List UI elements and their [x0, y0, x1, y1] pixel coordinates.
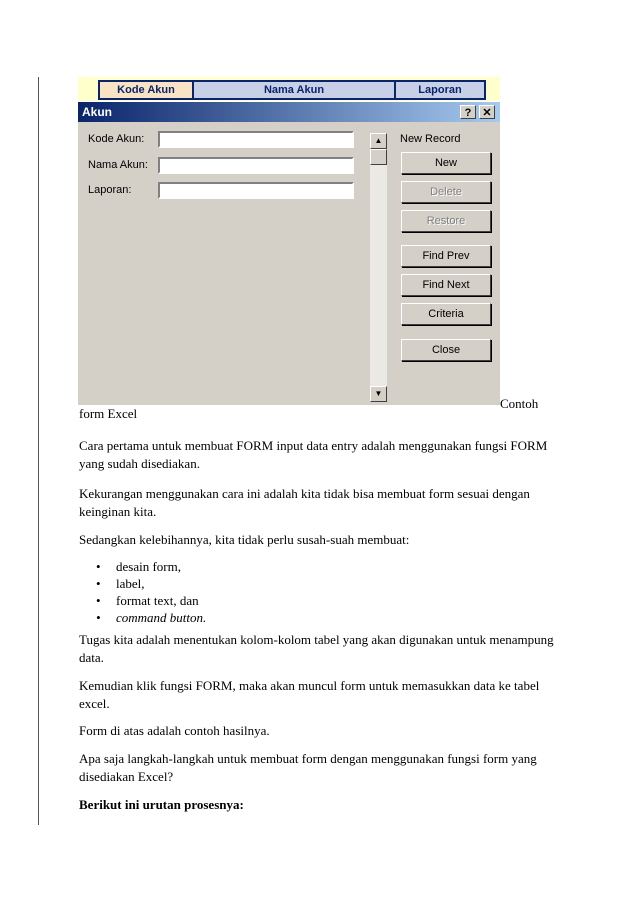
bullet-item: • command button.	[96, 609, 206, 626]
scroll-thumb[interactable]	[370, 149, 387, 165]
close-button[interactable]: Close	[401, 339, 491, 361]
record-status: New Record	[400, 133, 461, 145]
delete-button[interactable]: Delete	[401, 181, 491, 203]
kode-akun-input[interactable]	[158, 131, 354, 148]
header-laporan[interactable]: Laporan	[396, 82, 484, 98]
dialog-titlebar[interactable]	[78, 102, 500, 122]
sheet-header-bar	[98, 80, 486, 100]
bullet-item: • format text, dan	[96, 592, 206, 609]
bullet-item: • label,	[96, 575, 206, 592]
nama-akun-input[interactable]	[158, 157, 354, 174]
new-button[interactable]: New	[401, 152, 491, 174]
bullet-list	[96, 558, 206, 626]
caption-form-excel: form Excel	[79, 406, 138, 421]
restore-button[interactable]: Restore	[401, 210, 491, 232]
close-icon[interactable]: ✕	[479, 105, 495, 119]
label-laporan: Laporan:	[88, 184, 132, 196]
help-button[interactable]: ?	[460, 105, 476, 119]
paragraph-4: Tugas kita adalah menentukan kolom-kolom tabel yang akan digunakan untuk menampung data.	[79, 632, 554, 665]
caption-contoh: Contoh	[500, 396, 539, 411]
excel-form-screenshot	[78, 77, 500, 405]
paragraph-6: Form di atas adalah contoh hasilnya.	[79, 723, 270, 738]
scroll-down-icon[interactable]: ▼	[370, 386, 387, 402]
sheet-header-strip	[78, 77, 500, 103]
akun-dialog	[78, 101, 500, 405]
page-margin-line	[38, 77, 39, 825]
header-kode-akun[interactable]: Kode Akun	[100, 82, 192, 98]
paragraph-3: Sedangkan kelebihannya, kita tidak perlu susah-suah membuat:	[79, 532, 410, 547]
bullet-item: • desain form,	[96, 558, 206, 575]
paragraph-5: Kemudian klik fungsi FORM, maka akan muncul form untuk memasukkan data ke tabel excel.	[79, 678, 540, 711]
laporan-input[interactable]	[158, 182, 354, 199]
label-nama-akun: Nama Akun:	[88, 159, 148, 171]
criteria-button[interactable]: Criteria	[401, 303, 491, 325]
paragraph-1: Cara pertama untuk membuat FORM input data entry adalah menggunakan fungsi FORM yang sudah disediakan.	[79, 438, 548, 471]
find-prev-button[interactable]: Find Prev	[401, 245, 491, 267]
header-nama-akun[interactable]: Nama Akun	[194, 82, 394, 98]
label-kode-akun: Kode Akun:	[88, 133, 145, 145]
paragraph-7: Apa saja langkah-langkah untuk membuat form dengan menggunakan fungsi form yang disediakan Excel?	[79, 751, 537, 784]
record-scrollbar[interactable]	[370, 133, 387, 402]
scroll-up-icon[interactable]: ▲	[370, 133, 387, 149]
find-next-button[interactable]: Find Next	[401, 274, 491, 296]
paragraph-8: Berikut ini urutan prosesnya:	[79, 797, 244, 812]
paragraph-2: Kekurangan menggunakan cara ini adalah kita tidak bisa membuat form sesuai dengan keinginan kita.	[79, 486, 530, 519]
dialog-title: Akun	[82, 105, 112, 119]
